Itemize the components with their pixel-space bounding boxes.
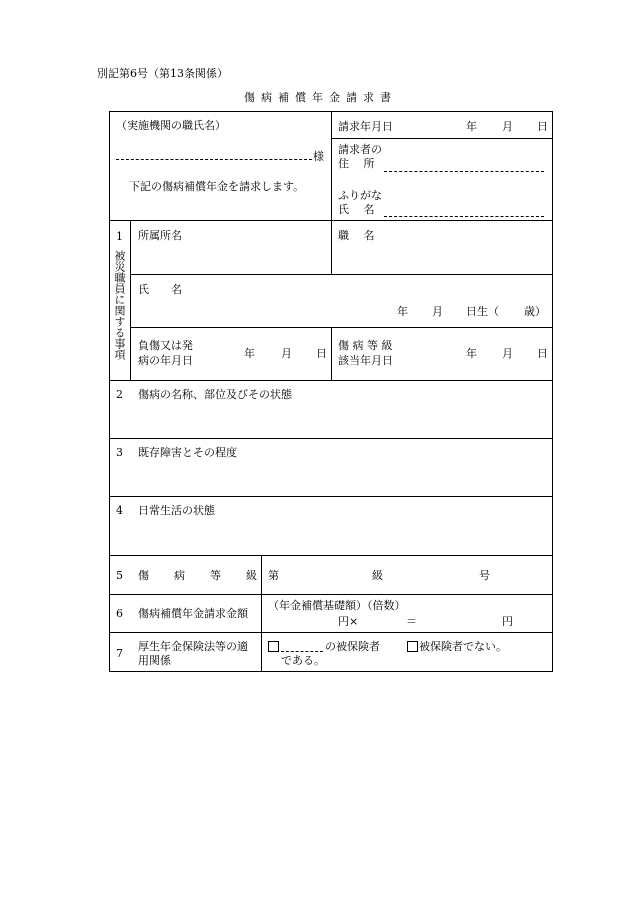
- injury-day: 日: [316, 347, 327, 360]
- position-label: 職 名: [338, 229, 375, 242]
- section5-number: 5: [116, 569, 123, 582]
- grade-year: 年: [466, 347, 477, 360]
- request-date-label: 請求年月日: [338, 120, 393, 133]
- grade-go: 号: [479, 569, 490, 582]
- section3-label: 既存障害とその程度: [138, 446, 237, 459]
- birth-month: 月: [432, 305, 443, 318]
- request-month: 月: [502, 120, 513, 133]
- person-name-label: 氏 名: [138, 283, 182, 296]
- grade-day: 日: [537, 347, 548, 360]
- insured-type-input-line[interactable]: [281, 651, 323, 652]
- injury-date-label-1: 負傷又は発: [138, 339, 193, 352]
- insured-checkbox[interactable]: [268, 641, 279, 652]
- section2-label: 傷病の名称、部位及びその状態: [138, 388, 292, 401]
- sama-label: 様: [313, 150, 324, 163]
- claimant-name-input-line[interactable]: [384, 216, 544, 217]
- request-statement: 下記の傷病補償年金を請求します。: [129, 180, 305, 193]
- birth-suffix: 日生（: [466, 305, 499, 318]
- section3-number: 3: [116, 446, 123, 459]
- equals-sign: ＝: [406, 615, 417, 628]
- section2-number: 2: [116, 388, 123, 401]
- section7-number: 7: [116, 647, 123, 660]
- form-number: 別記第6号（第13条関係）: [97, 67, 228, 80]
- section1-number: 1: [116, 230, 123, 243]
- section5-label-char-1: 傷: [138, 569, 149, 582]
- insured-text: の被保険者: [325, 640, 380, 653]
- yen-times: 円×: [338, 615, 359, 628]
- injury-date-label-2: 病の年月日: [138, 354, 193, 367]
- grade-month: 月: [502, 347, 513, 360]
- birth-year: 年: [397, 305, 408, 318]
- yen-label: 円: [502, 615, 513, 628]
- not-insured-text: 被保険者でない。: [419, 640, 507, 653]
- furigana-label: ふりがな: [338, 189, 382, 202]
- office-label: 所属所名: [138, 229, 182, 242]
- grade-date-label-2: 該当年月日: [338, 354, 393, 367]
- request-year: 年: [466, 120, 477, 133]
- not-insured-checkbox[interactable]: [407, 641, 418, 652]
- claimant-label: 請求者の: [338, 143, 382, 156]
- section5-label-char-3: 等: [210, 569, 221, 582]
- form-title: 傷病補償年金請求書: [244, 91, 397, 104]
- section6-number: 6: [116, 607, 123, 620]
- section5-label-char-4: 級: [246, 569, 257, 582]
- grade-kyu: 級: [372, 569, 383, 582]
- section5-label-char-2: 病: [174, 569, 185, 582]
- address-input-line[interactable]: [384, 171, 544, 172]
- section6-label: 傷病補償年金請求金額: [138, 607, 248, 620]
- request-day: 日: [537, 120, 548, 133]
- agency-label: （実施機関の職氏名）: [116, 119, 226, 132]
- agency-input-line[interactable]: [116, 159, 312, 160]
- section7-label-2: 用関係: [138, 654, 171, 667]
- grade-date-label-1: 傷 病 等 級: [338, 339, 393, 352]
- injury-year: 年: [244, 347, 255, 360]
- section4-number: 4: [116, 504, 123, 517]
- section1-vertical-label: 被災職員に関する事項: [113, 250, 126, 360]
- de-aru-text: である。: [281, 654, 325, 667]
- section4-label: 日常生活の状態: [138, 504, 215, 517]
- base-amount-label: （年金補償基礎額）（倍数）: [268, 599, 406, 612]
- section7-label-1: 厚生年金保険法等の適: [138, 640, 248, 653]
- injury-month: 月: [281, 347, 292, 360]
- age-suffix: 歳）: [524, 305, 546, 318]
- grade-dai: 第: [268, 569, 279, 582]
- claimant-name-label: 氏 名: [338, 203, 375, 216]
- address-label: 住 所: [338, 157, 375, 170]
